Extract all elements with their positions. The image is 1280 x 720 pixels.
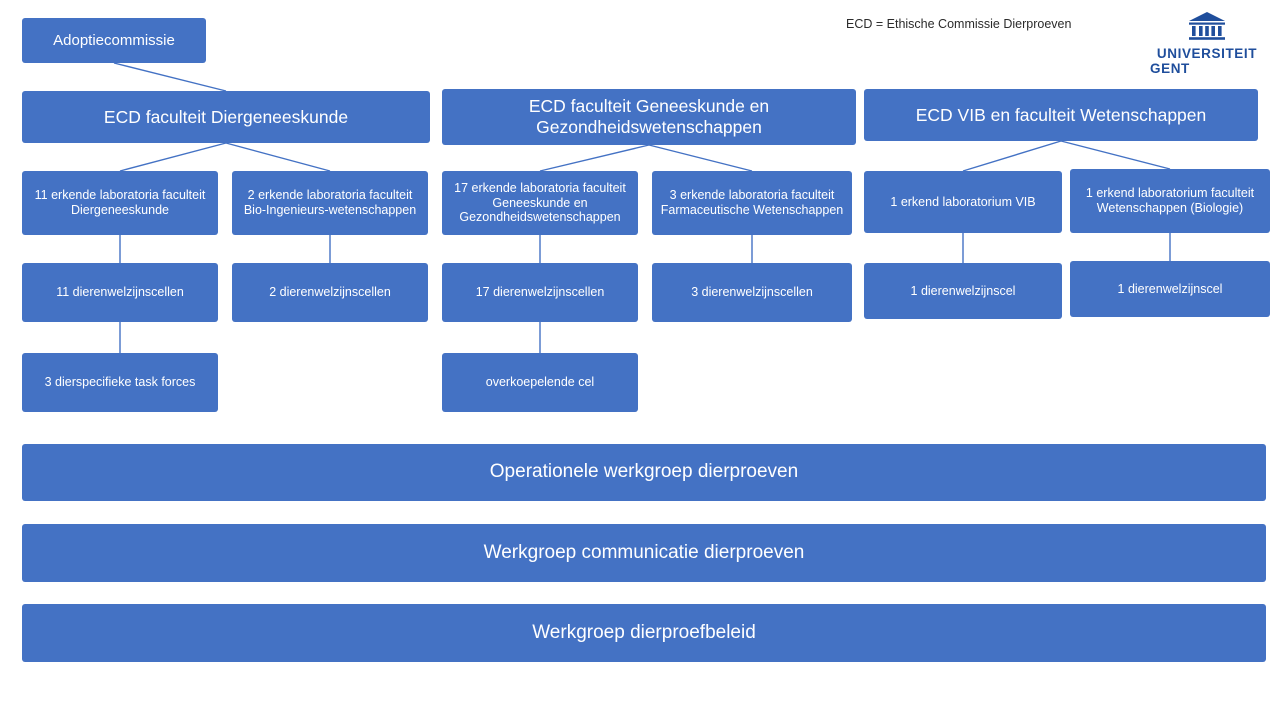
- node-ecd-faculteit-geneeskunde-gezondheidswetenschappen[interactable]: [442, 89, 856, 145]
- node-1-dierenwelzijnscel-vib[interactable]: [864, 263, 1062, 319]
- node-3-dierspecifieke-task-forces[interactable]: [22, 353, 218, 412]
- node-11-erkende-laboratoria-diergeneeskunde[interactable]: [22, 171, 218, 235]
- connector-ecd-diergeneeskunde-to-lab-2: [226, 143, 330, 171]
- node-2-dierenwelzijnscellen-label: 2 dierenwelzijnscellen: [269, 285, 391, 300]
- node-werkgroep-dierproefbeleid[interactable]: [22, 604, 1266, 662]
- connector-ecd-vib-to-lab-biologie: [1061, 141, 1170, 169]
- node-ecd-vib-faculteit-wetenschappen[interactable]: [864, 89, 1258, 141]
- node-adoptiecommissie-label: Adoptiecommissie: [53, 31, 175, 49]
- node-11-erkende-laboratoria-diergeneeskunde-label: 11 erkende laboratoria faculteit Diergeneeskunde: [34, 188, 206, 217]
- node-1-dierenwelzijnscel-vib-label: 1 dierenwelzijnscel: [910, 283, 1016, 298]
- node-3-erkende-laboratoria-farmaceutische-wetenschappen[interactable]: [652, 171, 852, 235]
- node-17-erkende-laboratoria-geneeskunde-label: 17 erkende laboratoria faculteit Geneeskunde en Gezondheidswetenschappen: [454, 180, 626, 225]
- node-overkoepelende-cel[interactable]: [442, 353, 638, 412]
- node-ecd-faculteit-diergeneeskunde[interactable]: [22, 91, 430, 143]
- node-17-erkende-laboratoria-geneeskunde[interactable]: [442, 171, 638, 235]
- node-operationele-werkgroep-dierproeven[interactable]: [22, 444, 1266, 501]
- node-17-dierenwelzijnscellen[interactable]: [442, 263, 638, 322]
- node-werkgroep-communicatie-dierproeven[interactable]: [22, 524, 1266, 582]
- node-3-dierspecifieke-task-forces-label: 3 dierspecifieke task forces: [44, 375, 196, 390]
- node-werkgroep-dierproefbeleid-label: Werkgroep dierproefbeleid: [532, 621, 756, 643]
- connector-ecd-geneeskunde-to-lab-3: [649, 145, 752, 171]
- node-3-dierenwelzijnscellen-label: 3 dierenwelzijnscellen: [691, 285, 813, 300]
- node-operationele-werkgroep-dierproeven-label: Operationele werkgroep dierproeven: [489, 461, 799, 483]
- node-overkoepelende-cel-label: overkoepelende cel: [485, 375, 595, 390]
- node-3-dierenwelzijnscellen[interactable]: [652, 263, 852, 322]
- universiteit-gent-logo: [1148, 10, 1266, 76]
- logo-wordmark-line2: GENT: [1150, 60, 1190, 76]
- connector-ecd-geneeskunde-to-lab-17: [540, 145, 649, 171]
- node-1-erkend-laboratorium-vib[interactable]: [864, 171, 1062, 233]
- node-ecd-vib-faculteit-wetenschappen-label: ECD VIB en faculteit Wetenschappen: [915, 104, 1207, 125]
- node-1-erkend-laboratorium-wetenschappen-biologie[interactable]: [1070, 169, 1270, 233]
- node-1-erkend-laboratorium-vib-label: 1 erkend laboratorium VIB: [890, 194, 1036, 209]
- node-1-dierenwelzijnscel-biologie[interactable]: [1070, 261, 1270, 317]
- node-11-dierenwelzijnscellen-label: 11 dierenwelzijnscellen: [56, 285, 184, 300]
- node-2-erkende-laboratoria-bio-ingenieurswetenschappen-label: 2 erkende laboratoria faculteit Bio-Ingenieurs-wetenschappen: [243, 188, 417, 217]
- node-adoptiecommissie[interactable]: [22, 18, 206, 63]
- node-2-erkende-laboratoria-bio-ingenieurswetenschappen[interactable]: [232, 171, 428, 235]
- logo-wordmark-line1: UNIVERSITEIT: [1156, 46, 1258, 61]
- node-ecd-faculteit-diergeneeskunde-label: ECD faculteit Diergeneeskunde: [103, 106, 349, 127]
- node-3-erkende-laboratoria-farmaceutische-wetenschappen-label: 3 erkende laboratoria faculteit Farmaceutische Wetenschappen: [660, 188, 844, 217]
- node-1-dierenwelzijnscel-biologie-label: 1 dierenwelzijnscel: [1117, 281, 1223, 296]
- ugent-building-icon: [1148, 10, 1266, 47]
- connector-adoptiecommissie-to-ecd-diergeneeskunde: [114, 63, 226, 91]
- node-17-dierenwelzijnscellen-label: 17 dierenwelzijnscellen: [475, 285, 605, 300]
- node-1-erkend-laboratorium-wetenschappen-biologie-label: 1 erkend laboratorium faculteit Wetenschappen (Biologie): [1085, 186, 1255, 215]
- node-2-dierenwelzijnscellen[interactable]: [232, 263, 428, 322]
- legend-ecd-abbreviation: ECD = Ethische Commissie Dierproeven: [846, 17, 1072, 31]
- node-werkgroep-communicatie-dierproeven-label: Werkgroep communicatie dierproeven: [483, 541, 805, 563]
- connector-ecd-diergeneeskunde-to-lab-11: [120, 143, 226, 171]
- connector-ecd-vib-to-lab-vib: [963, 141, 1061, 171]
- node-ecd-faculteit-geneeskunde-gezondheidswetenschappen-label: ECD faculteit Geneeskunde en Gezondheidswetenschappen: [528, 96, 770, 137]
- node-11-dierenwelzijnscellen[interactable]: [22, 263, 218, 322]
